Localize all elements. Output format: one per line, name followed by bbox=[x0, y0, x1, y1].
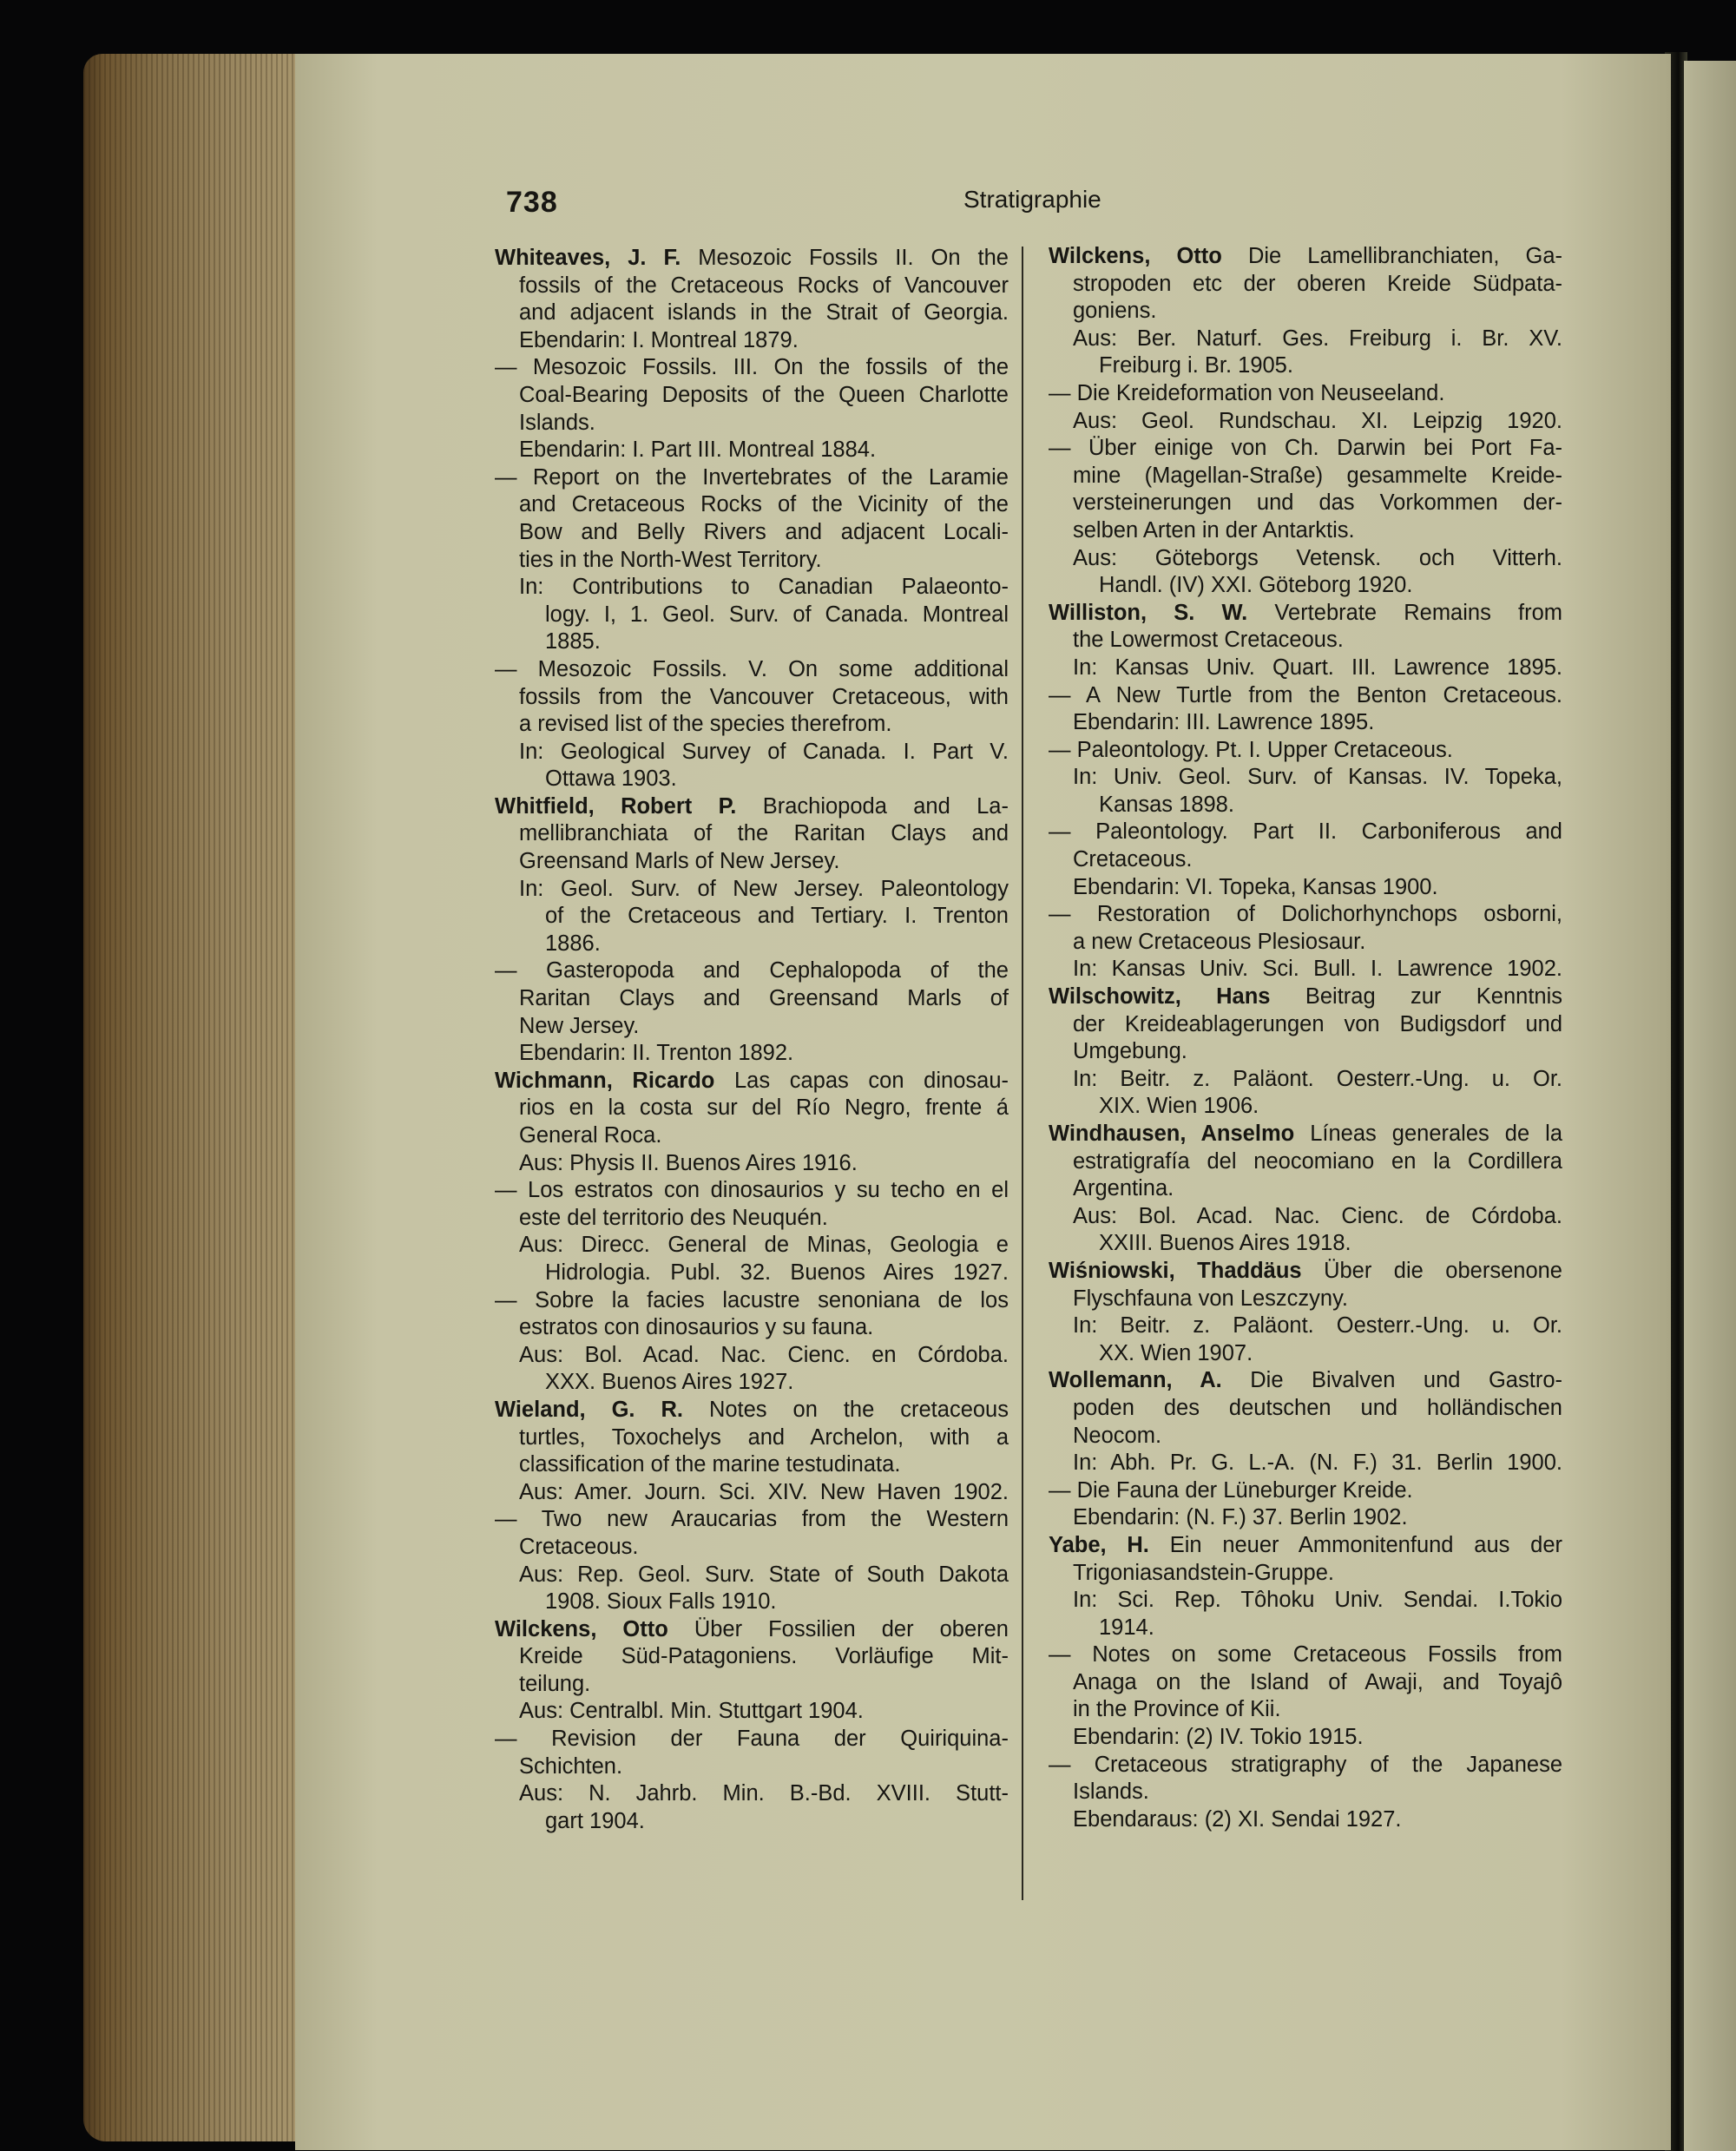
entry-line bbox=[495, 1177, 1009, 1205]
entry-text: Beitrag zur Kenntnis bbox=[1305, 984, 1562, 1010]
entry-text: Cretaceous. bbox=[1073, 847, 1193, 872]
entry-text: Ebendaraus: (2) XI. Sendai 1927. bbox=[1073, 1806, 1402, 1832]
entry-text: In: Geological Survey of Canada. I. Part V. bbox=[519, 739, 1009, 764]
bibliography-entry bbox=[1049, 1532, 1562, 1834]
entry-text: In: Contributions to Canadian Palaeonto- bbox=[519, 575, 1009, 600]
entry-text: the Lowermost Cretaceous. bbox=[1073, 628, 1344, 653]
entry-text: stropoden etc der oberen Kreide Südpata- bbox=[1073, 271, 1562, 296]
entry-text: Die Bivalven und Gastro- bbox=[1250, 1368, 1562, 1393]
entry-text: Coal-Bearing Deposits of the Queen Charlotte bbox=[519, 382, 1009, 407]
entry-text: Ebendarin: III. Lawrence 1895. bbox=[1073, 710, 1375, 735]
entry-line bbox=[495, 1753, 1009, 1781]
entry-text: Trigoniasandstein-Gruppe. bbox=[1073, 1560, 1334, 1585]
entry-line bbox=[1049, 1121, 1562, 1148]
author-name: Yabe, H. bbox=[1049, 1532, 1149, 1557]
entry-text: and adjacent islands in the Strait of Georgia. bbox=[519, 300, 1009, 326]
bibliography-entry bbox=[1049, 1258, 1562, 1367]
entry-text: goniens. bbox=[1073, 299, 1157, 324]
entry-line bbox=[495, 1479, 1009, 1507]
entry-line bbox=[495, 1095, 1009, 1122]
entry-text: — Sobre la facies lacustre senoniana de los bbox=[495, 1287, 1009, 1312]
entry-text: — Gasteropoda and Cephalopoda of the bbox=[495, 958, 1009, 983]
entry-line bbox=[1049, 1587, 1562, 1615]
entry-text: mine (Magellan-Straße) gesammelte Kreide- bbox=[1073, 463, 1562, 488]
author-name: Wilschowitz, Hans bbox=[1049, 984, 1271, 1010]
entry-text: Ebendarin: I. Part III. Montreal 1884. bbox=[519, 437, 877, 463]
author-name: Wichmann, Ricardo bbox=[495, 1068, 715, 1093]
bibliography-entry bbox=[495, 1397, 1009, 1616]
entry-text: poden des deutschen und holländischen bbox=[1073, 1395, 1562, 1420]
author-name: Whitfield, Robert P. bbox=[495, 793, 737, 819]
entry-line bbox=[1049, 1779, 1562, 1806]
entry-text: Neocom. bbox=[1073, 1423, 1162, 1448]
entry-text: — Revision der Fauna der Quiriquina- bbox=[495, 1727, 1009, 1752]
author-name: Wilckens, Otto bbox=[1049, 244, 1222, 268]
entry-text: and Cretaceous Rocks of the Vicinity of the bbox=[519, 492, 1009, 517]
entry-line bbox=[495, 1562, 1009, 1589]
entry-text: versteinerungen und das Vorkommen der- bbox=[1073, 490, 1562, 516]
entry-text: estratos con dinosaurios y su fauna. bbox=[519, 1315, 874, 1340]
entry-line bbox=[495, 957, 1009, 985]
entry-line bbox=[1049, 352, 1562, 380]
author-name: Wollemann, A. bbox=[1049, 1368, 1222, 1393]
book-page bbox=[295, 54, 1671, 2150]
entry-line bbox=[495, 1314, 1009, 1342]
entry-text: Aus: Göteborgs Vetensk. och Vitterh. bbox=[1073, 545, 1562, 570]
entry-text: In: Univ. Geol. Surv. of Kansas. IV. Topeka, bbox=[1073, 765, 1562, 790]
entry-line bbox=[1049, 1175, 1562, 1203]
entry-line bbox=[1049, 1504, 1562, 1532]
entry-text: Flyschfauna von Leszczyny. bbox=[1073, 1286, 1349, 1311]
entry-text: gart 1904. bbox=[545, 1808, 645, 1833]
entry-line bbox=[495, 1232, 1009, 1260]
entry-text: 1914. bbox=[1099, 1615, 1154, 1640]
entry-line bbox=[1049, 709, 1562, 737]
entry-line bbox=[1049, 380, 1562, 408]
entry-line bbox=[495, 766, 1009, 793]
left-column bbox=[495, 245, 1009, 1835]
entry-text: Mesozoic Fossils II. On the bbox=[698, 246, 1009, 270]
bibliography-entry bbox=[1049, 243, 1562, 600]
entry-line bbox=[1049, 1696, 1562, 1724]
entry-text: Aus: Bol. Acad. Nac. Cienc. de Córdoba. bbox=[1073, 1203, 1562, 1228]
entry-text: Ottawa 1903. bbox=[545, 766, 677, 792]
entry-text: Islands. bbox=[519, 410, 595, 435]
entry-line bbox=[1049, 655, 1562, 682]
entry-text: estratigrafía del neocomiano en la Cordillera bbox=[1073, 1148, 1562, 1174]
entry-text: — Two new Araucarias from the Western bbox=[495, 1507, 1009, 1532]
entry-text: ties in the North-West Territory. bbox=[519, 547, 822, 572]
entry-line bbox=[1049, 1724, 1562, 1752]
entry-text: — Report on the Invertebrates of the Laramie bbox=[495, 464, 1009, 490]
author-name: Wilckens, Otto bbox=[495, 1616, 668, 1641]
entry-text: selben Arten in der Antarktis. bbox=[1073, 517, 1355, 543]
entry-line bbox=[1049, 1560, 1562, 1588]
entry-text: — Cretaceous stratigraphy of the Japanese bbox=[1049, 1752, 1562, 1777]
entry-text: Ebendarin: I. Montreal 1879. bbox=[519, 327, 799, 352]
running-head: Stratigraphie bbox=[963, 186, 1101, 213]
entry-text: of the Cretaceous and Tertiary. I. Trenton bbox=[545, 904, 1009, 929]
entry-text: In: Kansas Univ. Quart. III. Lawrence 1895. bbox=[1073, 655, 1562, 680]
entry-line bbox=[1049, 627, 1562, 655]
bibliography-entry bbox=[1049, 983, 1562, 1121]
entry-text: XX. Wien 1907. bbox=[1099, 1340, 1253, 1365]
entry-text: Ebendarin: (N. F.) 37. Berlin 1902. bbox=[1073, 1505, 1408, 1530]
entry-text: logy. I, 1. Geol. Surv. of Canada. Montreal bbox=[545, 602, 1009, 627]
entry-text: Aus: Rep. Geol. Surv. State of South Dakota bbox=[519, 1562, 1009, 1587]
entry-line bbox=[495, 1205, 1009, 1233]
entry-line bbox=[495, 1040, 1009, 1068]
entry-text: Hidrologia. Publ. 32. Buenos Aires 1927. bbox=[545, 1260, 1009, 1285]
entry-line bbox=[1049, 819, 1562, 846]
column-rule bbox=[1022, 247, 1023, 1900]
author-name: Windhausen, Anselmo bbox=[1049, 1122, 1295, 1146]
entry-text: Ebendarin: VI. Topeka, Kansas 1900. bbox=[1073, 874, 1438, 899]
entry-text: In: Geol. Surv. of New Jersey. Paleontology bbox=[519, 876, 1009, 901]
entry-text: — Mesozoic Fossils. III. On the fossils of the bbox=[495, 355, 1009, 380]
entry-line bbox=[495, 1698, 1009, 1726]
bibliography-entry bbox=[495, 245, 1009, 793]
book-fore-edge bbox=[83, 54, 300, 2141]
entry-text: a new Cretaceous Plesiosaur. bbox=[1073, 929, 1366, 954]
entry-line bbox=[1049, 983, 1562, 1011]
entry-text: Las capas con dinosau- bbox=[734, 1068, 1009, 1093]
entry-text: Freiburg i. Br. 1905. bbox=[1099, 353, 1293, 378]
entry-text: Über die obersenone bbox=[1324, 1258, 1562, 1283]
entry-text: Aus: Physis II. Buenos Aires 1916. bbox=[519, 1150, 858, 1175]
entry-line bbox=[495, 684, 1009, 712]
author-name: Wiśniowski, Thaddäus bbox=[1049, 1258, 1302, 1283]
entry-line bbox=[1049, 1148, 1562, 1176]
entry-line bbox=[1049, 435, 1562, 463]
entry-line bbox=[495, 1122, 1009, 1150]
entry-text: — Los estratos con dinosaurios y su techo en el bbox=[495, 1178, 1009, 1203]
entry-text: Argentina. bbox=[1073, 1176, 1174, 1201]
entry-line bbox=[1049, 1258, 1562, 1286]
entry-text: XXX. Buenos Aires 1927. bbox=[545, 1370, 794, 1395]
entry-line bbox=[1049, 1477, 1562, 1505]
entry-text: Greensand Marls of New Jersey. bbox=[519, 849, 840, 874]
entry-line bbox=[495, 1589, 1009, 1616]
entry-text: XIX. Wien 1906. bbox=[1099, 1094, 1259, 1119]
entry-text: Ebendarin: II. Trenton 1892. bbox=[519, 1041, 794, 1066]
author-name: Williston, S. W. bbox=[1049, 600, 1248, 625]
entry-line bbox=[495, 931, 1009, 958]
right-column bbox=[1049, 243, 1562, 1833]
entry-line bbox=[495, 1671, 1009, 1699]
author-name: Wieland, G. R. bbox=[495, 1397, 683, 1422]
entry-text: Handl. (IV) XXI. Göteborg 1920. bbox=[1099, 573, 1413, 598]
entry-text: 1885. bbox=[545, 629, 601, 655]
entry-line bbox=[1049, 545, 1562, 573]
entry-line bbox=[495, 1616, 1009, 1644]
entry-text: In: Beitr. z. Paläont. Oesterr.-Ung. u. Or. bbox=[1073, 1066, 1562, 1091]
entry-line bbox=[1049, 1450, 1562, 1477]
entry-line bbox=[495, 354, 1009, 382]
entry-line bbox=[495, 327, 1009, 355]
entry-text: In: Abh. Pr. G. L.-A. (N. F.) 31. Berlin 1900. bbox=[1073, 1450, 1562, 1476]
entry-text: In: Beitr. z. Paläont. Oesterr.-Ung. u. Or. bbox=[1073, 1313, 1562, 1339]
entry-line bbox=[495, 437, 1009, 464]
entry-text: Aus: Direcc. General de Minas, Geologia e bbox=[519, 1233, 1009, 1258]
entry-line bbox=[1049, 1312, 1562, 1340]
entry-line bbox=[495, 464, 1009, 492]
entry-line bbox=[495, 273, 1009, 300]
facing-page-edge bbox=[1684, 61, 1736, 2151]
entry-text: der Kreideablagerungen von Budigsdorf und bbox=[1073, 1011, 1562, 1036]
entry-text: — A New Turtle from the Benton Cretaceous. bbox=[1049, 682, 1562, 707]
entry-line bbox=[1049, 874, 1562, 902]
entry-line bbox=[495, 1643, 1009, 1671]
entry-text: — Paleontology. Pt. I. Upper Cretaceous. bbox=[1049, 737, 1453, 762]
entry-text: Raritan Clays and Greensand Marls of bbox=[519, 986, 1009, 1011]
entry-line bbox=[495, 491, 1009, 519]
entry-line bbox=[1049, 1532, 1562, 1560]
entry-text: fossils from the Vancouver Cretaceous, with bbox=[519, 684, 1009, 709]
entry-text: — Restoration of Dolichorhynchops osborni, bbox=[1049, 902, 1562, 927]
entry-line bbox=[1049, 1230, 1562, 1258]
entry-line bbox=[1049, 1423, 1562, 1450]
entry-line bbox=[1049, 243, 1562, 271]
entry-line bbox=[1049, 1806, 1562, 1834]
entry-text: Kreide Süd-Patagoniens. Vorläufige Mit- bbox=[519, 1644, 1009, 1669]
entry-text: Über Fossilien der oberen bbox=[694, 1616, 1009, 1641]
entry-text: Líneas generales de la bbox=[1310, 1122, 1563, 1146]
entry-line bbox=[1049, 326, 1562, 353]
entry-line bbox=[495, 1287, 1009, 1315]
entry-line bbox=[495, 1342, 1009, 1370]
entry-line bbox=[495, 519, 1009, 547]
entry-line bbox=[495, 1451, 1009, 1479]
entry-line bbox=[495, 848, 1009, 876]
entry-line bbox=[1049, 600, 1562, 628]
entry-text: fossils of the Cretaceous Rocks of Vancouver bbox=[519, 273, 1009, 298]
entry-text: este del territorio des Neuquén. bbox=[519, 1205, 828, 1230]
entry-line bbox=[1049, 408, 1562, 436]
entry-line bbox=[495, 985, 1009, 1013]
entry-line bbox=[1049, 956, 1562, 983]
entry-text: Notes on the cretaceous bbox=[708, 1397, 1009, 1422]
entry-line bbox=[495, 1808, 1009, 1836]
entry-text: — Die Kreideformation von Neuseeland. bbox=[1049, 380, 1445, 405]
entry-text: Aus: Ber. Naturf. Ges. Freiburg i. Br. XV. bbox=[1073, 326, 1562, 351]
entry-line bbox=[1049, 1395, 1562, 1423]
entry-line bbox=[495, 711, 1009, 739]
entry-text: Cretaceous. bbox=[519, 1534, 639, 1559]
entry-text: — Die Fauna der Lüneburger Kreide. bbox=[1049, 1477, 1413, 1503]
bibliography-entry bbox=[1049, 1367, 1562, 1532]
entry-line bbox=[1049, 1340, 1562, 1368]
entry-line bbox=[495, 1068, 1009, 1095]
entry-line bbox=[1049, 737, 1562, 765]
entry-line bbox=[1049, 1367, 1562, 1395]
entry-line bbox=[495, 1780, 1009, 1808]
entry-line bbox=[495, 574, 1009, 602]
entry-line bbox=[495, 1013, 1009, 1041]
entry-line bbox=[495, 739, 1009, 766]
page-number: 738 bbox=[506, 186, 558, 219]
entry-line bbox=[1049, 1752, 1562, 1779]
bibliography-entry bbox=[495, 1616, 1009, 1836]
entry-line bbox=[495, 820, 1009, 848]
entry-line bbox=[1049, 901, 1562, 929]
entry-line bbox=[495, 410, 1009, 437]
author-name: Whiteaves, J. F. bbox=[495, 246, 681, 270]
entry-line bbox=[495, 1260, 1009, 1287]
entry-line bbox=[495, 1424, 1009, 1452]
entry-text: General Roca. bbox=[519, 1123, 662, 1148]
entry-line bbox=[495, 547, 1009, 575]
entry-text: Aus: Centralbl. Min. Stuttgart 1904. bbox=[519, 1699, 864, 1724]
entry-line bbox=[1049, 682, 1562, 710]
entry-text: mellibranchiata of the Raritan Clays and bbox=[519, 821, 1009, 846]
bibliography-entry bbox=[1049, 1121, 1562, 1258]
entry-line bbox=[1049, 1093, 1562, 1121]
entry-text: In: Kansas Univ. Sci. Bull. I. Lawrence 1902. bbox=[1073, 957, 1562, 982]
entry-text: 1908. Sioux Falls 1910. bbox=[545, 1589, 777, 1615]
entry-line bbox=[1049, 1641, 1562, 1669]
entry-line bbox=[1049, 298, 1562, 326]
entry-line bbox=[1049, 271, 1562, 299]
entry-line bbox=[1049, 517, 1562, 545]
entry-text: Ebendarin: (2) IV. Tokio 1915. bbox=[1073, 1725, 1364, 1750]
entry-text: a revised list of the species therefrom. bbox=[519, 712, 892, 737]
entry-text: 1886. bbox=[545, 931, 601, 956]
entry-line bbox=[1049, 1669, 1562, 1697]
entry-line bbox=[1049, 463, 1562, 490]
entry-line bbox=[495, 628, 1009, 656]
entry-text: Bow and Belly Rivers and adjacent Locali- bbox=[519, 519, 1009, 544]
entry-text: XXIII. Buenos Aires 1918. bbox=[1099, 1231, 1351, 1256]
entry-text: rios en la costa sur del Río Negro, frente á bbox=[519, 1095, 1009, 1121]
entry-line bbox=[1049, 764, 1562, 792]
entry-text: classification of the marine testudinata. bbox=[519, 1452, 901, 1477]
entry-text: In: Sci. Rep. Tôhoku Univ. Sendai. I.Tokio bbox=[1073, 1588, 1562, 1613]
entry-text: in the Province of Kii. bbox=[1073, 1697, 1281, 1722]
entry-line bbox=[1049, 572, 1562, 600]
entry-line bbox=[495, 1369, 1009, 1397]
entry-text: Brachiopoda and La- bbox=[762, 793, 1009, 819]
entry-line bbox=[1049, 490, 1562, 517]
entry-line bbox=[495, 1150, 1009, 1178]
entry-line bbox=[495, 876, 1009, 904]
entry-text: New Jersey. bbox=[519, 1013, 640, 1038]
entry-text: teilung. bbox=[519, 1671, 591, 1696]
entry-text: Ein neuer Ammonitenfund aus der bbox=[1169, 1532, 1563, 1557]
entry-line bbox=[495, 656, 1009, 684]
bibliography-entry bbox=[495, 1068, 1009, 1397]
entry-line bbox=[495, 299, 1009, 327]
entry-text: Anaga on the Island of Awaji, and Toyajô bbox=[1073, 1669, 1562, 1694]
bibliography-entry bbox=[1049, 600, 1562, 983]
entry-line bbox=[495, 903, 1009, 931]
entry-line bbox=[495, 245, 1009, 273]
entry-line bbox=[1049, 792, 1562, 819]
entry-line bbox=[1049, 1011, 1562, 1039]
entry-text: Vertebrate Remains from bbox=[1274, 600, 1562, 625]
entry-text: Aus: Bol. Acad. Nac. Cienc. en Córdoba. bbox=[519, 1342, 1009, 1367]
entry-text: Aus: N. Jahrb. Min. B.-Bd. XVIII. Stutt- bbox=[519, 1781, 1009, 1806]
entry-line bbox=[1049, 1615, 1562, 1642]
entry-line bbox=[1049, 929, 1562, 957]
entry-line bbox=[495, 1534, 1009, 1562]
entry-text: Aus: Amer. Journ. Sci. XIV. New Haven 1902. bbox=[519, 1479, 1009, 1504]
entry-line bbox=[495, 382, 1009, 410]
entry-text: Kansas 1898. bbox=[1099, 792, 1234, 817]
entry-text: Aus: Geol. Rundschau. XI. Leipzig 1920. bbox=[1073, 408, 1562, 433]
entry-line bbox=[1049, 1038, 1562, 1066]
entry-text: turtles, Toxochelys and Archelon, with a bbox=[519, 1424, 1009, 1450]
entry-line bbox=[495, 602, 1009, 629]
entry-line bbox=[1049, 1286, 1562, 1313]
entry-text: Die Lamellibranchiaten, Ga- bbox=[1247, 244, 1562, 268]
entry-line bbox=[495, 793, 1009, 821]
entry-text: Umgebung. bbox=[1073, 1039, 1187, 1064]
bibliography-entry bbox=[495, 793, 1009, 1068]
entry-text: — Paleontology. Part II. Carboniferous and bbox=[1049, 819, 1562, 845]
entry-text: — Notes on some Cretaceous Fossils from bbox=[1049, 1642, 1562, 1668]
entry-line bbox=[1049, 1066, 1562, 1094]
entry-line bbox=[1049, 1203, 1562, 1231]
entry-text: — Mesozoic Fossils. V. On some additional bbox=[495, 656, 1009, 681]
entry-line bbox=[495, 1506, 1009, 1534]
entry-text: — Über einige von Ch. Darwin bei Port Fa- bbox=[1049, 436, 1562, 461]
entry-text: Islands. bbox=[1073, 1779, 1149, 1805]
entry-text: Schichten. bbox=[519, 1753, 623, 1779]
entry-line bbox=[495, 1397, 1009, 1424]
entry-line bbox=[495, 1726, 1009, 1753]
entry-line bbox=[1049, 846, 1562, 874]
